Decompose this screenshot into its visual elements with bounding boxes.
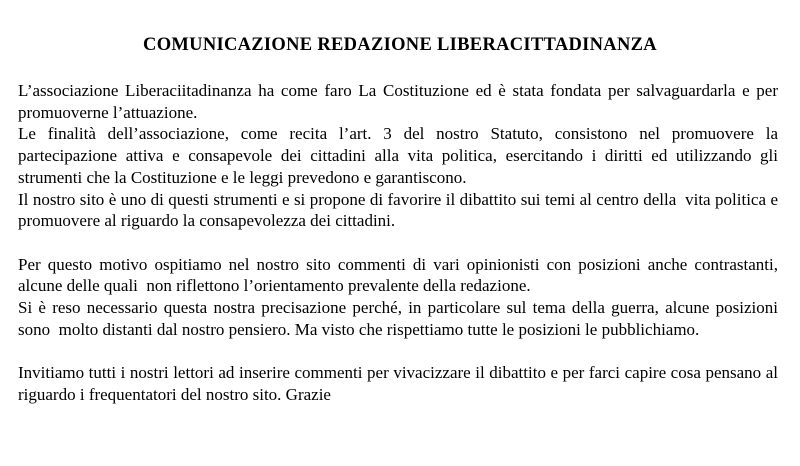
paragraph: L’associazione Liberaciitadinanza ha come faro La Costituzione ed è stata fondata per salvaguardarla e per promuoverne l’attuazione. (18, 81, 783, 122)
document-body (0, 56, 800, 406)
paragraph: Il nostro sito è uno di questi strumenti e si propone di favorire il dibattito sui temi al centro della vita politica e promuovere al riguardo la consapevolezza dei cittadini. (18, 189, 783, 231)
paragraph: Invitiamo tutti i nostri lettori ad inserire commenti per vivacizzare il dibattito e per farci capire cosa pensano al riguardo i frequentatori del nostro sito. Grazie (18, 363, 783, 404)
paragraph-block-2 (18, 254, 783, 341)
document-title: COMUNICAZIONE REDAZIONE LIBERACITTADINANZA (143, 35, 657, 55)
paragraph-block-1 (18, 80, 783, 232)
paragraph: Per questo motivo ospitiamo nel nostro sito commenti di vari opinionisti con posizioni anche contrastanti, alcune delle quali non riflettono l’orientamento prevalente della redazione. (18, 254, 783, 296)
paragraph: Le finalità dell’associazione, come recita l’art. 3 del nostro Statuto, consistono nel promuovere la partecipazione attiva e consapevole dei cittadini alla vita politica, esercitando i diritti ed utilizzando gli strumenti che la Costituzione e le leggi prevedono e garantiscono. (18, 124, 783, 187)
paragraph: Si è reso necessario questa nostra precisazione perché, in particolare sul tema della guerra, alcune posizioni sono molto distanti dal nostro pensiero. Ma visto che rispettiamo tutte le posizioni le pubblichiamo. (18, 298, 783, 339)
paragraph-block-3 (18, 362, 783, 405)
